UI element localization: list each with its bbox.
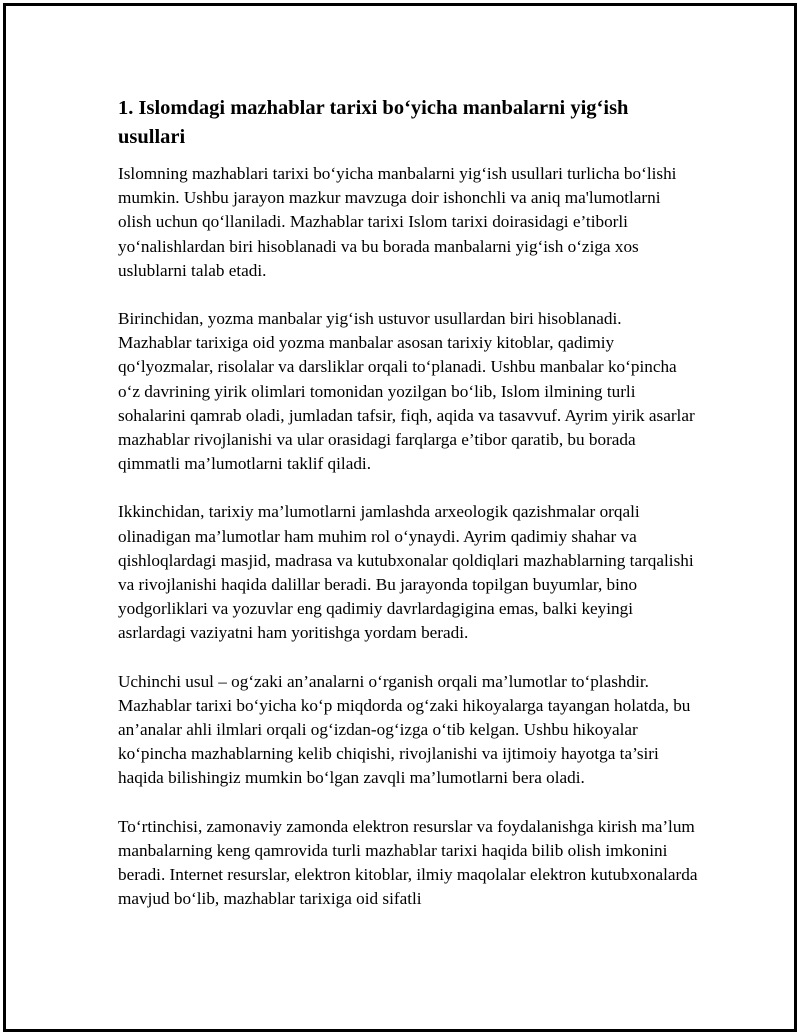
paragraph-third-method: Uchinchi usul – og‘zaki an’analarni o‘rganish orqali ma’lumotlar to‘plashdir. Mazhablar tarixi bo‘yicha ko‘p miqdorda og‘zaki hikoyalarga tayangan holatda, bu an’analar ahli ilmlari orqali og‘izdan-og‘izga o‘tib kelgan. Ushbu hikoyalar ko‘pincha mazhablarning kelib chiqishi, rivojlanishi va ijtimoiy hayotga ta’siri haqida bilishingiz mumkin bo‘lgan zavqli ma’lumotlarni bera oladi. <box>118 671 691 788</box>
paragraph-intro: Islomning mazhablari tarixi bo‘yicha manbalarni yig‘ish usullari turlicha bo‘lishi mumkin. Ushbu jarayon mazkur mavzuga doir ishonchli va aniq ma'lumotlarni olish uchun qo‘llaniladi. Mazhablar tarixi Islom tarixi doirasidagi e’tiborli yo‘nalishlardan biri hisoblanadi va bu borada manbalarni yig‘ish o‘ziga xos uslublarni talab etadi. <box>118 164 677 280</box>
paragraph-second-method: Ikkinchidan, tarixiy ma’lumotlarni jamlashda arxeologik qazishmalar orqali olinadigan ma’lumotlar ham muhim rol o‘ynaydi. Ayrim qadimiy shahar va qishloqlardagi masjid, madrasa va kutubxonalar qoldiqlari mazhablarning tarqalishi va rivojlanishi haqida dalillar beradi. Bu jarayonda topilgan buyumlar, bino yodgorliklari va yozuvlar eng qadimiy davrlardagigina emas, balki keyingi asrlardagi vaziyatni ham yoritishga yordam beradi. <box>118 502 694 643</box>
paragraph-first-method: Birinchidan, yozma manbalar yig‘ish ustuvor usullardan biri hisoblanadi. Mazhablar tarixiga oid yozma manbalar asosan tarixiy kitoblar, qadimiy qo‘lyozmalar, risolalar va darsliklar orqali to‘planadi. Ushbu manbalar ko‘pincha o‘z davrining yirik olimlari tomonidan yozilgan bo‘lib, Islom ilmining turli sohalarini qamrab oladi, jumladan tafsir, fiqh, aqida va tasavvuf. Ayrim yirik asarlar mazhablar rivojlanishi va ular orasidagi farqlarga e’tibor qaratib, bu borada qimmatli ma’lumotlarni taklif qiladi. <box>118 309 695 474</box>
paragraph-fourth-method: To‘rtinchisi, zamonaviy zamonda elektron resurslar va foydalanishga kirish ma’lum manbalarning keng qamrovida turli mazhablar tarixi haqida bilib olish imkonini beradi. Internet resurslar, elektron kitoblar, ilmiy maqolalar elektron kutubxonalarda mavjud bo‘lib, mazhablar tarixiga oid sifatli <box>118 816 698 909</box>
document-body <box>118 94 698 935</box>
section-heading: 1. Islomdagi mazhablar tarixi bo‘yicha manbalarni yig‘ish usullari <box>118 97 629 148</box>
